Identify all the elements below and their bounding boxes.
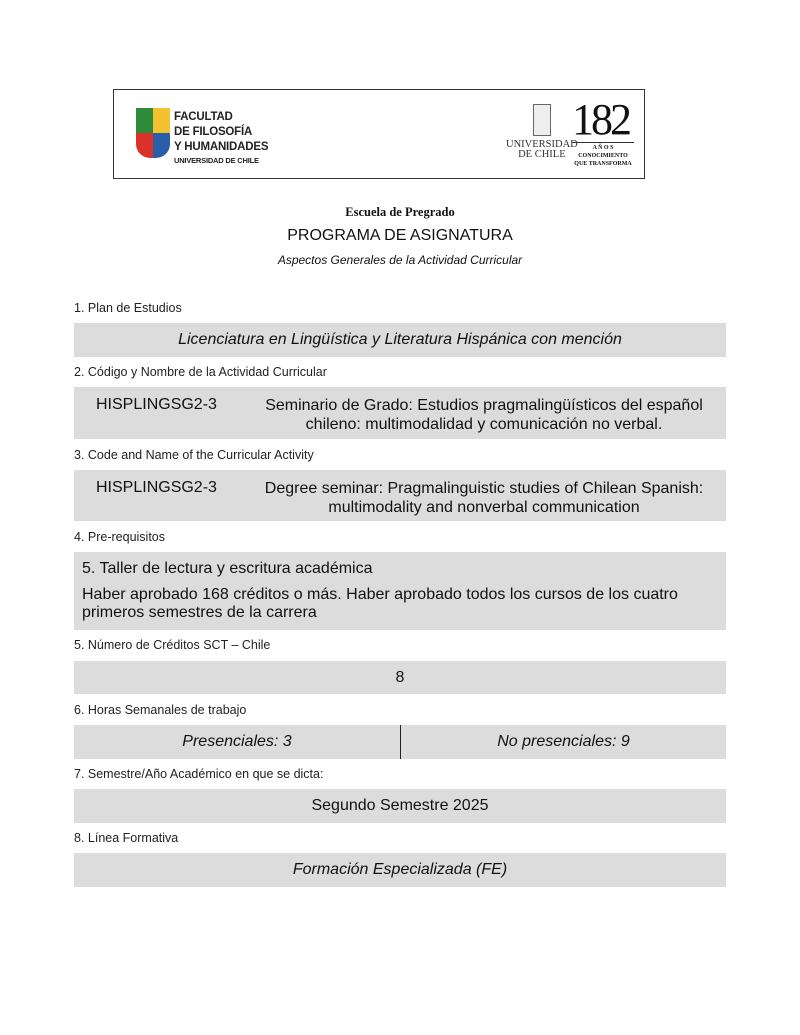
course-code: HISPLINGSG2-3 [96,396,217,413]
course-code-name-en-box [74,470,726,521]
semester-box [74,789,726,823]
semester-value: Segundo Semestre 2025 [311,797,489,814]
header-banner [113,89,645,179]
anniversary-line: QUE TRANSFORMA [574,161,632,167]
study-plan-box [74,323,726,357]
page-title: PROGRAMA DE ASIGNATURA [287,227,513,244]
course-name-es: Seminario de Grado: Estudios pragmalingüísticos del español chileno: multimodalidad y comunicación no verbal. [265,397,703,433]
section-label: 2. Código y Nombre de la Actividad Curricular [74,365,327,379]
anniversary-number: 182 [572,95,629,144]
faculty-line: DE FILOSOFÍA [174,126,253,138]
formative-line-box [74,853,726,887]
section-label: 3. Code and Name of the Curricular Activity [74,448,314,462]
prerequisite-course: 5. Taller de lectura y escritura académica [82,560,373,577]
faculty-name-logo [174,110,268,167]
anniversary-years: A Ñ O S [592,145,614,151]
section-label: 4. Pre-requisitos [74,530,166,544]
school-name: Escuela de Pregrado [345,205,455,219]
section-label: 5. Número de Créditos SCT – Chile [74,638,271,652]
course-name-en: Degree seminar: Pragmalinguistic studies of Chilean Spanish: multimodality and nonverbal communication [264,480,704,516]
weekly-hours-box [74,725,726,759]
section-label: 1. Plan de Estudios [74,301,182,315]
faculty-university: UNIVERSIDAD DE CHILE [174,156,259,165]
credits-value: 8 [395,668,405,686]
non-presencial-hours: No presenciales: 9 [497,733,630,750]
section-label: 7. Semestre/Año Académico en que se dicta: [74,767,324,781]
presencial-hours: Presenciales: 3 [74,725,401,759]
section-label: 8. Línea Formativa [74,831,179,845]
faculty-line: Y HUMANIDADES [174,141,269,153]
university-crest-icon [533,104,551,136]
section-label: 6. Horas Semanales de trabajo [74,703,247,717]
formative-line-value: Formación Especializada (FE) [292,861,508,878]
course-code: HISPLINGSG2-3 [96,479,217,496]
credits-box [74,661,726,694]
university-logo [506,104,578,160]
university-line: DE CHILE [518,149,566,160]
prerequisite-credits: Haber aprobado 168 créditos o más. Haber aprobado todos los cursos de los cuatro primeros semestres de la carrera [82,586,678,621]
anniversary-line: CONOCIMIENTO [578,153,628,159]
study-plan-value: Licenciatura en Lingüística y Literatura Hispánica con mención [178,331,622,348]
anniversary-tagline [572,142,634,168]
university-line: UNIVERSIDAD [506,139,578,150]
faculty-line: FACULTAD [174,111,233,123]
page-subtitle: Aspectos Generales de la Actividad Curricular [277,253,523,267]
prerequisites-box [74,552,726,630]
course-code-name-es-box [74,387,726,439]
faculty-shield-logo [136,108,170,158]
